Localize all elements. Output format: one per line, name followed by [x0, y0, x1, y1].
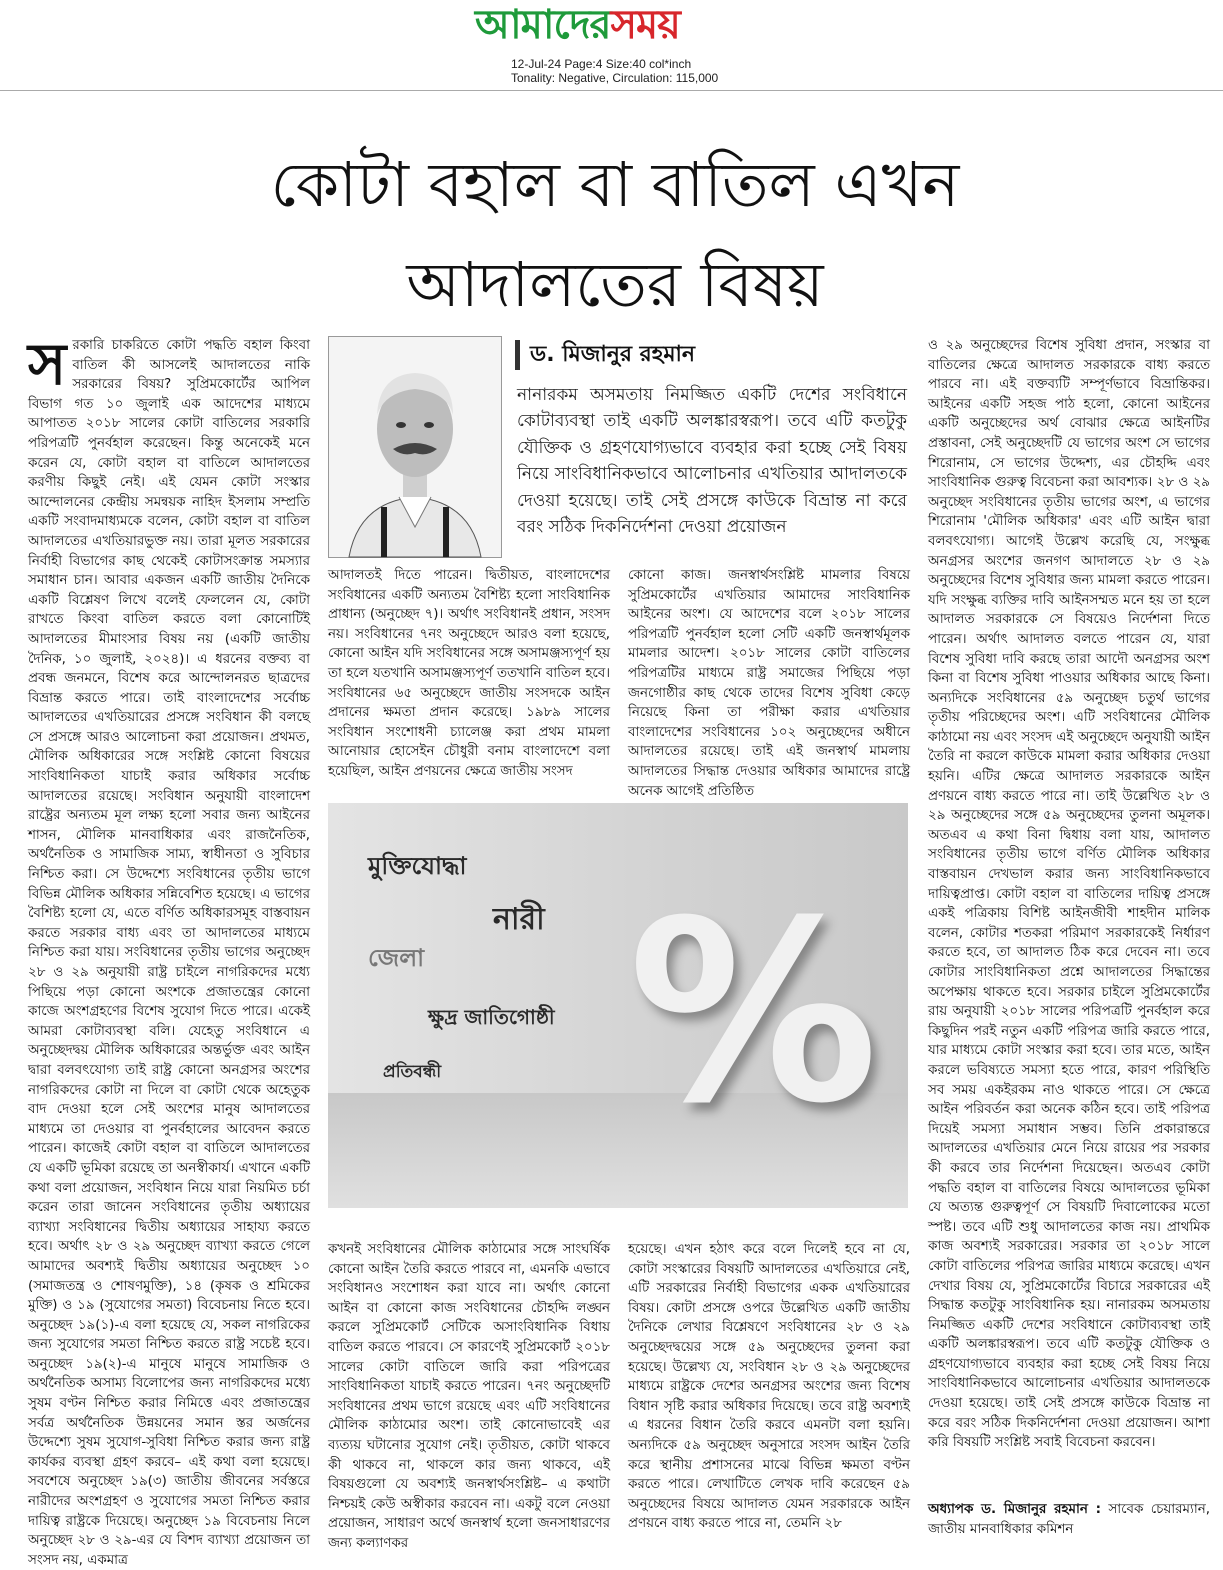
- drop-cap: স: [28, 330, 67, 398]
- clipping-meta: [511, 57, 718, 85]
- label-ethnic-minority: ক্ষুদ্র জাতিগোষ্ঠী: [428, 1005, 555, 1029]
- article-column-2-top: [328, 566, 610, 786]
- headline-line-1: কোটা বহাল বা বাতিল এখন: [270, 148, 960, 221]
- label-district: জেলা: [368, 944, 425, 972]
- percent-symbol: %: [628, 867, 879, 1158]
- meta-line-tonality: Tonality: Negative, Circulation: 115,000: [511, 71, 719, 85]
- article-column-2-bottom: [328, 1240, 610, 1558]
- pull-quote: নানারকম অসমতায় নিমজ্জিত একটি দেশের সংবিধানে কোটাব্যবস্থা তাই একটি অলঙ্কারস্বরূপ। তবে এটি কতটুকু যৌক্তিক ও গ্রহণযোগ্যভাবে ব্যবহার করা হচ্ছে সেই বিষয় নিয়ে সাংবিধানিকভাবে আলোচনার এখতিয়ার আদালতকে দেওয়া হয়েছে। তাই সেই প্রসঙ্গে কাউকে বিভ্রান্ত না করে বরং সঠিক দিকনির্দেশনা দেওয়া প্রয়োজন: [517, 385, 907, 538]
- meta-line-date: 12-Jul-24 Page:4 Size:40 col*inch: [511, 57, 692, 71]
- label-women: নারী: [493, 902, 545, 937]
- column-1-text: রকারি চাকরিতে কোটা পদ্ধতি বহাল কিংবা বাতিল কী আসলেই আদালতের নাকি সরকারের বিষয়? সুপ্রিমকোর্টের আপিল বিভাগ গত ১০ জুলাই এক আদেশের মাধ্যমে আপাতত ২০১৮ সালের কোটা বাতিলের সরকারি পরিপত্রটি পুনর্বহাল করেছেন। কিন্তু অনেকেই মনে করেন যে, কোটা বহাল বা বাতিলে আদালতের করণীয় কিছুই নেই। এই যেমন কোটা সংস্কার আন্দোলনের কেন্দ্রীয় সমন্বয়ক নাহিদ ইসলাম সম্প্রতি একটি সংবাদমাধ্যমকে বলেন, কোটা বহাল বা বাতিল আদালতের এখতিয়ারভুক্ত নয়। তারা মূলত সরকারের নির্বাহী বিভাগের কাছ থেকেই কোটাসংক্রান্ত সমস্যার সমাধান চান। আবার একজন একটি জাতীয় দৈনিকে একটি বিশ্লেষণ লিখে বলেই ফেললেন যে, কোটা রাখতে কিংবা বাতিল করতে বলা কোনোটিই আদালতের মীমাংসার বিষয় নয় (একটি জাতীয় দৈনিক, ১০ জুলাই, ২০২৪)। এ ধরনের বক্তব্য বা প্রবন্ধ জনমনে, বিশেষ করে আন্দোলনরত ছাত্রদের বিভ্রান্ত করতে পারে। তাই বাংলাদেশের সর্বোচ্চ আদালতের এখতিয়ারের প্রসঙ্গে সংবিধান কী বলছে সে প্রসঙ্গে আরও আলোচনা করা প্রয়োজন। প্রথমত, মৌলিক অধিকারের সঙ্গে সংশ্লিষ্ট কোনো বিষয়ের সাংবিধানিকতা যাচাই করার অধিকার সর্বোচ্চ আদালতের রয়েছে। সংবিধান অনুযায়ী বাংলাদেশ রাষ্ট্রের অন্যতম মূল লক্ষ্য হলো সবার জন্য আইনের শাসন, মৌলিক মানবাধিকার এবং রাজনৈতিক, অর্থনৈতিক ও সামাজিক সাম্য, স্বাধীনতা ও সুবিচার নিশ্চিত করা। সে উদ্দেশ্যে সংবিধানের তৃতীয় ভাগে বিভিন্ন মৌলিক অধিকার সন্নিবেশিত হয়েছে। এ ভাগের বৈশিষ্ট্য হলো যে, এতে বর্ণিত অধিকারসমূহ বাস্তবায়ন করতে সরকার বাধ্য এবং তা আদালতের মাধ্যমে নিশ্চিত করা যায়। সংবিধানের তৃতীয় ভাগের অনুচ্ছেদ ২৮ ও ২৯ অনুযায়ী রাষ্ট্র চাইলে নাগরিকদের মধ্যে পিছিয়ে পড়া কোনো অংশকে প্রজাতন্ত্রের কোনো কাজে অংশগ্রহণের বিশেষ সুযোগ দিতে পারে। একেই আমরা কোটাব্যবস্থা বলি। যেহেতু সংবিধানে এ অনুচ্ছেদদ্বয় মৌলিক অধিকারের অন্তর্ভুক্ত এবং আইন দ্বারা বলবৎযোগ্য তাই রাষ্ট্র কোনো অনগ্রসর অংশের নাগরিকদের কোটা না দিলে বা কোটা থেকে অহেতুক বাদ দেওয়া হলে সেই অংশের মানুষ আদালতের মাধ্যমে তা দেওয়ার বা পুনর্বহালের আবেদন করতে পারেন। কাজেই কোটা বহাল বা বাতিলে আদালতের যে একটি ভূমিকা রয়েছে তা অনস্বীকার্য। এখানে একটি কথা বলা প্রয়োজন, সংবিধান নিয়ে যারা নিয়মিত চর্চা করেন তারা জানেন সংবিধানের তৃতীয় অধ্যায়ের ব্যাখ্যা সংবিধানের দ্বিতীয় অধ্যায়ের সাহায্য করতে হবে। অর্থাৎ ২৮ ও ২৯ অনুচ্ছেদ ব্যাখ্যা করতে গেলে আমাদের অবশ্যই দ্বিতীয় অধ্যায়ের অনুচ্ছেদ ১০ (সমাজতন্ত্র ও শোষণমুক্তি), ১৪ (কৃষক ও শ্রমিকের মুক্তি) ও ১৯ (সুযোগের সমতা) বিবেচনায় নিতে হবে। অনুচ্ছেদ ১৯(১)-এ বলা হয়েছে যে, সকল নাগরিকের জন্য সুযোগের সমতা নিশ্চিত করতে রাষ্ট্র সচেষ্ট হবে। অনুচ্ছেদ ১৯(২)-এ মানুষে মানুষে সামাজিক ও অর্থনৈতিক অসাম্য বিলোপের জন্য নাগরিকদের মধ্যে সুষম বণ্টন নিশ্চিত করার নিমিত্তে এবং প্রজাতন্ত্রের সর্বত্র অর্থনৈতিক উন্নয়নের সমান স্তর অর্জনের উদ্দেশ্যে সুষম সুযোগ-সুবিধা নিশ্চিত করার জন্য রাষ্ট্র কার্যকর ব্যবস্থা গ্রহণ করবে– এই কথা বলা হয়েছে। সবশেষে অনুচ্ছেদ ১৯(৩) জাতীয় জীবনের সর্বস্তরে নারীদের অংশগ্রহণ ও সুযোগের সমতা নিশ্চিত করার দায়িত্ব রাষ্ট্রকে দিয়েছে। অনুচ্ছেদ ১৯ বিবেচনায় নিলে অনুচ্ছেদ ২৮ ও ২৯-এর যে বিশদ ব্যাখ্যা প্রয়োজন তা সংসদ নয়, একমাত্র: [28, 338, 310, 1568]
- bio-name: অধ্যাপক ড. মিজানুর রহমান :: [928, 1502, 1102, 1517]
- column-3-bottom-text: হয়েছে। এখন হঠাৎ করে বলে দিলেই হবে না যে, কোটা সংস্কারের বিষয়টি আদালতের এখতিয়ারে নেই, এটি সরকারের নির্বাহী বিভাগের একক এখতিয়ারের বিষয়। কোটা প্রসঙ্গে ওপরে উল্লেখিত একটি জাতীয় দৈনিকে লেখার বিশ্লেষণে সংবিধানের ২৮ ও ২৯ অনুচ্ছেদদ্বয়ের সঙ্গে ৫৯ অনুচ্ছেদের তুলনা করা হয়েছে। উল্লেখ্য যে, সংবিধান ২৮ ও ২৯ অনুচ্ছেদের মাধ্যমে রাষ্ট্রকে দেশের অনগ্রসর অংশের জন্য বিশেষ বিধান সৃষ্টি করার অধিকার দিয়েছে। তবে রাষ্ট্র অবশ্যই এ ধরনের বিধান তৈরি করবে এমনটা বলা হয়নি। অন্যদিকে ৫৯ অনুচ্ছেদ অনুসারে সংসদ আইন তৈরি করে স্থানীয় প্রশাসনের মাঝে বিভিন্ন ক্ষমতা বণ্টন করতে পারে। লেখাটিতে লেখক দাবি করেছেন ৫৯ অনুচ্ছেদের বিষয়ে আদালত যেমন সরকারকে আইন প্রণয়নে বাধ্য করতে পারে না, তেমনি ২৮: [628, 1242, 910, 1532]
- column-4-text: ও ২৯ অনুচ্ছেদের বিশেষ সুবিধা প্রদান, সংস্কার বা বাতিলের ক্ষেত্রে আদালত সরকারকে বাধ্য করতে পারবে না। এই বক্তব্যটি সম্পূর্ণভাবে বিভ্রান্তিকর। আইনের একটি সহজ পাঠ হলো, কোনো আইনের একটি অনুচ্ছেদের অর্থ বোঝার ক্ষেত্রে আইনটির প্রস্তাবনা, সেই অনুচ্ছেদটি যে ভাগের অংশ সে ভাগের শিরোনাম, সে ভাগের উদ্দেশ্য, এর চৌহদ্দি এবং সাংবিধানিক গুরুত্ব বিবেচনা করা আবশ্যক। ২৮ ও ২৯ অনুচ্ছেদ সংবিধানের তৃতীয় ভাগের অংশ, এ ভাগের শিরোনাম 'মৌলিক অধিকার' এবং এটি আইন দ্বারা বলবৎযোগ্য। আগেই উল্লেখ করেছি যে, সংক্ষুব্ধ অনগ্রসর অংশের জনগণ আদালতে ২৮ ও ২৯ অনুচ্ছেদের বিশেষ সুবিধার জন্য মামলা করতে পারেন। যদি সংক্ষুব্ধ ব্যক্তির দাবি আইনসম্মত মনে হয় তা হলে আদালত সরকারকে সে বিষয়েও নির্দেশনা দিতে পারেন। অর্থাৎ আদালত বলতে পারেন যে, যারা বিশেষ সুবিধা দাবি করছে তারা আদৌ অনগ্রসর অংশ কিনা বা বিশেষ সুবিধা পাওয়ার অধিকার আছে কিনা। অন্যদিকে সংবিধানের ৫৯ অনুচ্ছেদ চতুর্থ ভাগের তৃতীয় পরিচ্ছেদের অংশ। এটি সংবিধানের মৌলিক কাঠামো নয় এবং সংসদ এই অনুচ্ছেদে অনুযায়ী আইন তৈরি না করলে কাউকে মামলা করার অধিকার দেওয়া হয়নি। এটির ক্ষেত্রে আদালত সরকারকে আইন প্রণয়নে বাধ্য করতে পারে না। তাই উল্লেখিত ২৮ ও ২৯ অনুচ্ছেদের সঙ্গে ৫৯ অনুচ্ছেদের তুলনা অমূলক। অতএব এ কথা বিনা দ্বিধায় বলা যায়, আদালত সংবিধানের তৃতীয় ভাগে বর্ণিত মৌলিক অধিকার বাস্তবায়ন দেখভাল করার জন্য সাংবিধানিকভাবে দায়িত্বপ্রাপ্ত। কোটা বহাল বা বাতিলের দায়িত্ব প্রসঙ্গে একই পত্রিকায় বিশিষ্ট আইনজীবী শাহদীন মালিক বলেন, কোটার শতকরা পরিমাণ সরকারকেই নির্ধারণ করতে হবে, তা আদালত ঠিক করে দেবেন না। তবে কোটার সাংবিধানিকতা প্রশ্নে আদালতের সিদ্ধান্তের অপেক্ষায় থাকতে হবে। সরকার চাইলে সুপ্রিমকোর্টের রায় অনুযায়ী ২০১৮ সালের পরিপত্রটি পুনর্বহাল করে কিছুদিন পরই নতুন একটি পরিপত্র জারি করতে পারে, যার মাধ্যমে কোটা সংস্কার করা হবে। তার মতে, আইন করলে ভবিষ্যতে সমস্যা হতে পারে, কারণ পরিস্থিতি সব সময় একইরকম নাও থাকতে পারে। সে ক্ষেত্রে আইন পরিবর্তন করা অনেক কঠিন হবে। তাই পরিপত্র দিয়েই সমস্যা সমাধান সম্ভব। তিনি প্রকারান্তরে আদালতের এখতিয়ার মেনে নিয়ে রায়ের পর সরকার কী করবে তার নির্দেশনা দিয়েছেন। অতএব কোটা পদ্ধতি বহাল বা বাতিলের বিষয়ে আদালতের ভূমিকা যে অত্যন্ত গুরুত্বপূর্ণ সে বিষয়টি দিবালোকের মতো স্পষ্ট। তবে এটি শুধু আদালতের কাজ নয়। প্রাথমিক কাজ অবশ্যই সরকারের। সরকার তা ২০১৮ সালে কোটা বাতিলের পরিপত্র জারির মাধ্যমে করেছে। এখন দেখার বিষয় যে, সুপ্রিমকোর্টের বিচারে সরকারের এই সিদ্ধান্ত কতটুকু সাংবিধানিক হয়। নানারকম অসমতায় নিমজ্জিত একটি দেশের সংবিধানে কোটাব্যবস্থা তাই একটি অলঙ্কারস্বরূপ। তবে এটি কতটুকু যৌক্তিক ও গ্রহণযোগ্যভাবে ব্যবহার করা হচ্ছে সেই বিষয় নিয়ে সাংবিধানিকভাবে আলোচনার এখতিয়ার আদালতকে দেওয়া হয়েছে। তাই সেই প্রসঙ্গে কাউকে বিভ্রান্ত না করে বরং সঠিক দিকনির্দেশনা দেওয়া প্রয়োজন। আশা করি বিষয়টি সংশ্লিষ্ট সবাই বিবেচনা করবেন।: [928, 338, 1210, 1451]
- article-column-3-top: [628, 566, 910, 799]
- author-byline: ড. মিজানুর রহমান: [515, 340, 695, 370]
- column-2-bottom-text: কখনই সংবিধানের মৌলিক কাঠামোর সঙ্গে সাংঘর্ষিক কোনো আইন তৈরি করতে পারবে না, এমনকি এভাবে সংবিধানও সংশোধন করা যাবে না। অর্থাৎ কোনো আইন বা কোনো কাজ সংবিধানের চৌহদ্দি লঙ্ঘন করলে সুপ্রিমকোর্ট সেটিকে অসাংবিধানিক বিধায় বাতিল করতে পারবে। সে কারণেই সুপ্রিমকোর্ট ২০১৮ সালের কোটা বাতিলে জারি করা পরিপত্রের সাংবিধানিকতা যাচাই করতে পারেন। ৭নং অনুচ্ছেদটি সংবিধানের প্রথম ভাগে রয়েছে এবং এটি সংবিধানের মৌলিক কাঠামোর অংশ। তাই কোনোভাবেই এর ব্যত্যয় ঘটানোর সুযোগ নেই। তৃতীয়ত, কোটা থাকবে কী থাকবে না, থাকলে কার জন্য থাকবে, এই বিষয়গুলো যে অবশ্যই জনস্বার্থসংশ্লিষ্ট– এ কথাটা নিশ্চয়ই কেউ অস্বীকার করবেন না। একটু বলে নেওয়া প্রয়োজন, সাধারণ অর্থে জনস্বার্থ হলো জনসাধারণের জন্য কল্যাণকর: [328, 1242, 610, 1551]
- article-column-4: [928, 336, 1210, 1486]
- bio-text: সাবেক চেয়ারম্যান, জাতীয় মানবাধিকার কমিশন: [928, 1502, 1210, 1537]
- label-freedom-fighter: মুক্তিযোদ্ধা: [368, 852, 467, 880]
- newspaper-logo: আমাদেরসময়: [475, 2, 680, 48]
- article-column-1: [28, 330, 310, 1568]
- column-2-top-text: আদালতই দিতে পারেন। দ্বিতীয়ত, বাংলাদেশের সংবিধানের একটি অন্যতম বৈশিষ্ট্য হলো সাংবিধানিক প্রাধান্য (অনুচ্ছেদ ৭)। অর্থাৎ সংবিধানই প্রধান, সংসদ নয়। সংবিধানের ৭নং অনুচ্ছেদে আরও বলা হয়েছে, কোনো আইন যদি সংবিধানের সঙ্গে অসামঞ্জস্যপূর্ণ হয় তা হলে যতখানি অসামঞ্জস্যপূর্ণ ততখানি বাতিল হবে। সংবিধানের ৬৫ অনুচ্ছেদে জাতীয় সংসদকে আইন প্রদানের ক্ষমতা প্রদান করেছে। ১৯৮৯ সালের সংবিধান সংশোধনী চ্যালেঞ্জ করা প্রথম মামলা আনোয়ার হোসেইন চৌধুরী বনাম বাংলাদেশে বলা হয়েছিল, আইন প্রণয়নের ক্ষেত্রে জাতীয় সংসদ: [328, 568, 610, 779]
- masthead-divider: [0, 90, 1223, 91]
- author-portrait-icon: [329, 337, 501, 557]
- column-3-top-text: কোনো কাজ। জনস্বার্থসংশ্লিষ্ট মামলার বিষয়ে সুপ্রিমকোর্টের এখতিয়ার আমাদের সাংবিধানিক আইনের অংশ। যে আদেশের বলে ২০১৮ সালের পরিপত্রটি পুনর্বহাল হলো সেটি একটি জনস্বার্থমূলক মামলার আদেশ। ২০১৮ সালের কোটা বাতিলের পরিপত্রটির মাধ্যমে রাষ্ট্র সমাজের পিছিয়ে পড়া জনগোষ্ঠীর কাছ থেকে তাদের বিশেষ সুবিধা কেড়ে নিয়েছে কিনা তা পরীক্ষা করার এখতিয়ার বাংলাদেশের সংবিধানের ১০২ অনুচ্ছেদের অধীনে আদালতের রয়েছে। তাই এই জনস্বার্থ মামলায় আদালতের সিদ্ধান্ত দেওয়ার অধিকার আমাদের রাষ্ট্রে অনেক আগেই প্রতিষ্ঠিত: [628, 568, 910, 799]
- article-column-3-bottom: [628, 1240, 910, 1558]
- author-bio: [928, 1500, 1210, 1539]
- headline-line-2: আদালতের বিষয়: [406, 248, 824, 321]
- headline: [120, 135, 1110, 335]
- author-photo: [328, 336, 502, 558]
- label-disabled: প্রতিবন্ধী: [383, 1062, 442, 1082]
- quota-illustration: [328, 803, 908, 1208]
- masthead: [0, 0, 1223, 92]
